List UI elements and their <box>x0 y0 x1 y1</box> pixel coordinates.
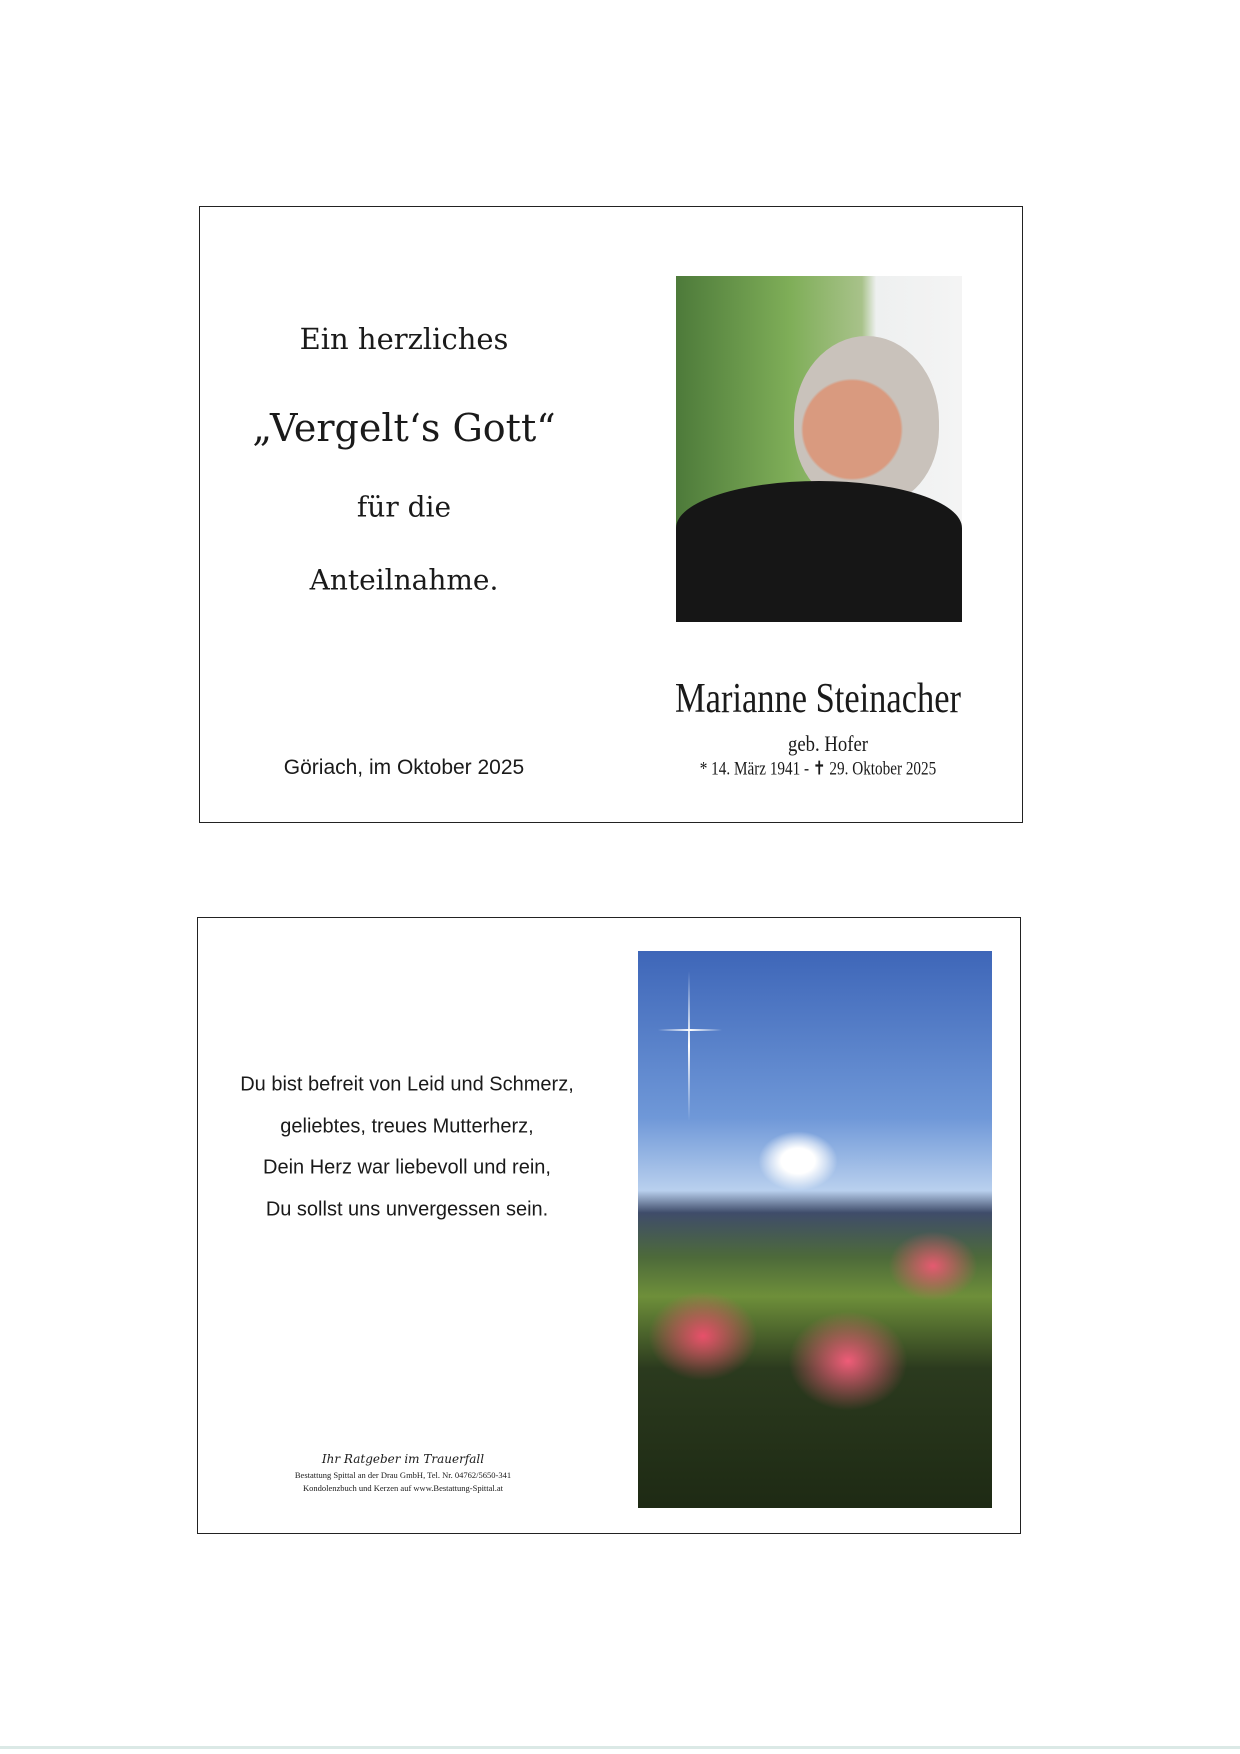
thank-you-card <box>199 206 1023 823</box>
greeting-line-1: Ein herzliches <box>299 322 509 356</box>
poem-line: Du bist befreit von Leid und Schmerz, <box>240 1073 574 1096</box>
funeral-home-slogan: Ihr Ratgeber im Trauerfall <box>321 1452 485 1466</box>
funeral-home-website: Kondolenzbuch und Kerzen auf www.Bestattung-Spittal.at <box>302 1483 504 1493</box>
poem-line: Du sollst uns unvergessen sein. <box>265 1198 549 1221</box>
star-icon <box>688 971 690 1121</box>
portrait-photo <box>676 276 962 622</box>
greeting-line-3: für die <box>356 490 452 524</box>
maiden-name: geb. Hofer <box>788 731 868 756</box>
greeting-line-4: Anteilnahme. <box>309 563 499 597</box>
remembrance-card <box>197 917 1021 1534</box>
funeral-home-contact: Bestattung Spittal an der Drau GmbH, Tel. Nr. 04762/5650-341 <box>294 1470 512 1480</box>
deceased-name: Marianne Steinacher <box>675 676 961 722</box>
greeting-line-2: „Vergelt‘s Gott“ <box>252 406 556 450</box>
poem-line: Dein Herz war liebevoll und rein, <box>263 1156 551 1179</box>
scan-edge <box>0 1746 1240 1749</box>
place-date: Göriach, im Oktober 2025 <box>283 756 525 779</box>
poem-line: geliebtes, treues Mutterherz, <box>280 1115 534 1138</box>
mountain-sunrise-photo <box>638 951 992 1508</box>
life-dates: * 14. März 1941 - ✝ 29. Oktober 2025 <box>699 758 937 780</box>
sun-icon <box>758 1131 838 1191</box>
